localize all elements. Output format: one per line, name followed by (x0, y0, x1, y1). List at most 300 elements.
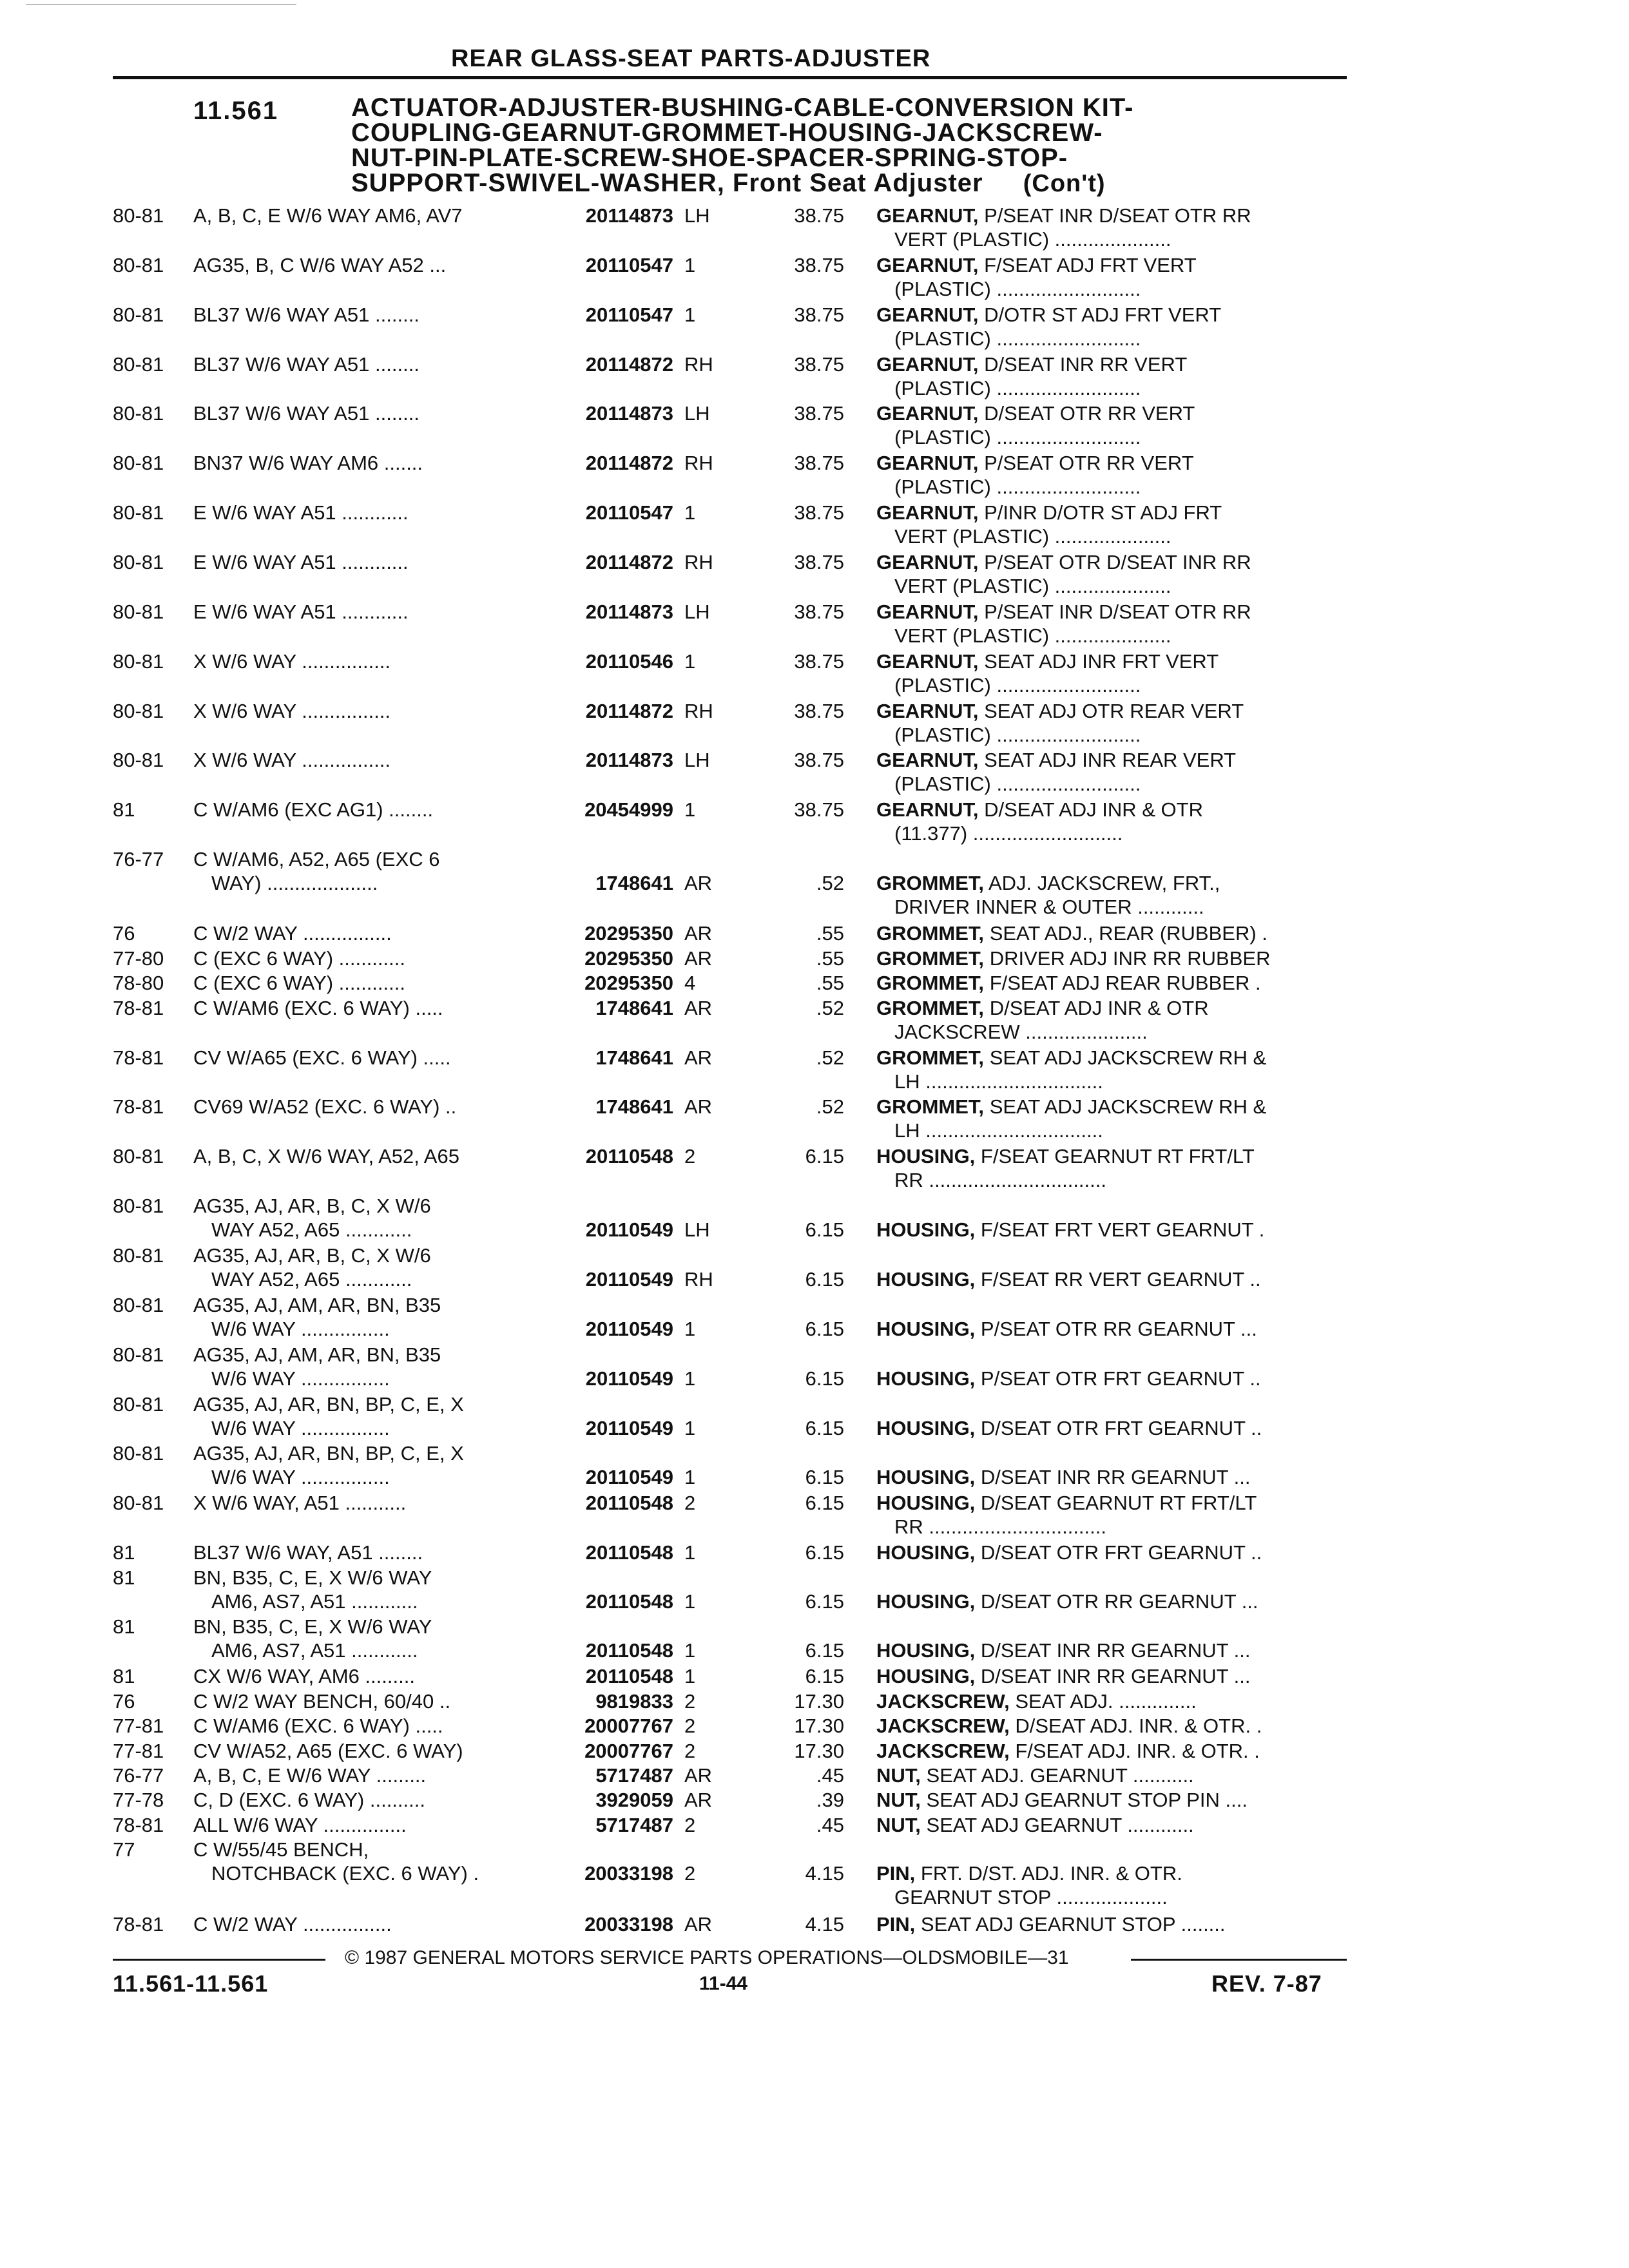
page-title: REAR GLASS-SEAT PARTS-ADJUSTER (451, 45, 931, 72)
model-years: 80-81 (113, 699, 164, 722)
price: 6.15 (805, 1367, 844, 1390)
description-line (876, 921, 1353, 945)
model-application (193, 204, 463, 227)
description-line (876, 1689, 1353, 1713)
price: .55 (816, 947, 844, 970)
model-application (193, 352, 419, 376)
model-application (193, 253, 446, 277)
model-application (193, 550, 409, 574)
part-name: GROMMET, (876, 947, 985, 970)
part-description (876, 303, 1353, 351)
price: 38.75 (794, 798, 844, 822)
quantity: RH (684, 551, 713, 573)
model-years: 77-81 (113, 1715, 164, 1738)
description-text: P/SEAT OTR D/SEAT INR RR (984, 551, 1251, 573)
quantity: LH (684, 1218, 710, 1242)
description-text: D/OTR ST ADJ FRT VERT (984, 303, 1222, 326)
description-line (876, 451, 1353, 475)
price: .45 (816, 1813, 844, 1836)
part-description (876, 947, 1353, 970)
description-line (876, 501, 1353, 524)
model-application (193, 971, 405, 995)
description-text: D/SEAT ADJ. INR. & OTR. . (1015, 1715, 1262, 1738)
description-line: (PLASTIC) .......................... (894, 426, 1141, 449)
part-description (876, 1639, 1353, 1662)
quantity: RH (684, 1268, 713, 1291)
model-years: 80-81 (113, 749, 164, 772)
footer-rule-left (113, 1959, 325, 1961)
description-text: F/SEAT FRT VERT GEARNUT . (980, 1218, 1265, 1242)
part-number: 20110547 (585, 501, 673, 524)
price: 38.75 (794, 749, 844, 772)
description-line: (PLASTIC) .......................... (894, 773, 1141, 796)
description-line: (PLASTIC) .......................... (894, 476, 1141, 499)
model-line: X W/6 WAY, A51 ........... (193, 1492, 407, 1515)
description-line (876, 1861, 1353, 1885)
quantity: LH (684, 749, 710, 772)
price: .52 (816, 1095, 844, 1119)
description-line (876, 1144, 1353, 1168)
part-description (876, 699, 1353, 747)
model-years: 80-81 (113, 551, 164, 573)
model-line: WAY A52, A65 ............ (211, 1268, 412, 1291)
model-application (193, 1763, 426, 1787)
part-number: 20033198 (584, 1862, 673, 1885)
part-description (876, 798, 1353, 845)
model-application (193, 1244, 431, 1291)
description-text: F/SEAT ADJ REAR RUBBER . (989, 972, 1261, 995)
description-text: D/SEAT ADJ INR & OTR (989, 996, 1209, 1019)
price: 38.75 (794, 452, 844, 475)
model-line: BN, B35, C, E, X W/6 WAY (193, 1566, 432, 1589)
description-text: D/SEAT INR RR GEARNUT ... (980, 1466, 1251, 1489)
description-line: VERT (PLASTIC) ..................... (894, 228, 1171, 251)
description-line (876, 1912, 1353, 1936)
model-line: AM6, AS7, A51 ............ (211, 1639, 418, 1662)
model-line: C W/AM6 (EXC AG1) ........ (193, 798, 434, 822)
part-name: PIN, (876, 1862, 916, 1885)
model-application (193, 501, 409, 524)
part-name: GEARNUT, (876, 352, 979, 376)
model-line: AG35, AJ, AR, B, C, X W/6 (193, 1244, 431, 1267)
description-line (876, 352, 1353, 376)
model-line: AG35, AJ, AR, B, C, X W/6 (193, 1195, 431, 1218)
description-text: SEAT ADJ INR REAR VERT (984, 749, 1237, 772)
part-description (876, 501, 1353, 548)
description-text: P/SEAT OTR RR VERT (984, 452, 1194, 475)
part-description (876, 971, 1353, 995)
quantity: AR (684, 1789, 713, 1812)
model-application (193, 1144, 459, 1168)
model-line: AG35, AJ, AM, AR, BN, B35 (193, 1293, 441, 1316)
model-years: 78-81 (113, 1813, 164, 1836)
model-application (193, 996, 443, 1020)
part-name: GROMMET, (876, 922, 985, 945)
quantity: AR (684, 1095, 713, 1119)
part-description (876, 748, 1353, 796)
model-line: AG35, AJ, AR, BN, BP, C, E, X (193, 1442, 464, 1465)
model-line: CV W/A52, A65 (EXC. 6 WAY) (193, 1739, 463, 1762)
part-name: GEARNUT, (876, 402, 979, 425)
part-number: 20110549 (585, 1416, 673, 1439)
description-line (876, 1267, 1353, 1291)
quantity: RH (684, 352, 713, 376)
part-number: 20110549 (585, 1367, 673, 1390)
model-years: 78-81 (113, 996, 164, 1019)
description-text: D/SEAT INR RR GEARNUT ... (980, 1665, 1251, 1688)
price: .55 (816, 972, 844, 995)
part-name: GROMMET, (876, 1095, 985, 1119)
part-description (876, 1689, 1353, 1713)
model-years: 80-81 (113, 1492, 164, 1515)
description-text: P/SEAT INR D/SEAT OTR RR (984, 204, 1251, 227)
part-number: 20454999 (584, 798, 673, 822)
part-name: HOUSING, (876, 1416, 976, 1439)
model-application (193, 1788, 425, 1812)
description-text: SEAT ADJ., REAR (RUBBER) . (989, 922, 1268, 945)
model-years: 80-81 (113, 1195, 164, 1218)
model-line: X W/6 WAY ................ (193, 649, 391, 673)
model-line: E W/6 WAY A51 ............ (193, 501, 409, 524)
model-application (193, 401, 419, 425)
quantity: 1 (684, 501, 696, 524)
description-line (876, 947, 1353, 970)
model-application (193, 1392, 464, 1440)
model-line: BN, B35, C, E, X W/6 WAY (193, 1615, 432, 1639)
quantity: AR (684, 1046, 713, 1069)
model-years: 80-81 (113, 649, 164, 673)
quantity: 1 (684, 1639, 696, 1662)
part-number: 20110547 (585, 303, 673, 326)
description-text: SEAT ADJ JACKSCREW RH & (989, 1095, 1267, 1119)
description-text: SEAT ADJ INR FRT VERT (984, 649, 1219, 673)
quantity: 2 (684, 1689, 696, 1713)
description-line: VERT (PLASTIC) ..................... (894, 624, 1171, 647)
quantity: AR (684, 1764, 713, 1787)
price: 6.15 (805, 1268, 844, 1291)
part-number: 20110549 (585, 1268, 673, 1291)
part-name: HOUSING, (876, 1492, 976, 1515)
part-name: GEARNUT, (876, 749, 979, 772)
part-number: 20110548 (585, 1492, 673, 1515)
model-years: 81 (113, 1566, 135, 1589)
model-years: 80-81 (113, 1244, 164, 1267)
model-application (193, 1541, 423, 1564)
part-description (876, 996, 1353, 1044)
part-number: 20114873 (585, 204, 673, 227)
model-application (193, 1441, 464, 1489)
model-line: X W/6 WAY ................ (193, 699, 391, 722)
part-description (876, 1739, 1353, 1763)
description-line (876, 1416, 1353, 1440)
description-text: D/SEAT ADJ INR & OTR (984, 798, 1203, 822)
model-line: BL37 W/6 WAY A51 ........ (193, 402, 419, 425)
footer-revision: REV. 7-87 (1211, 1970, 1322, 1997)
model-line: AM6, AS7, A51 ............ (211, 1590, 418, 1613)
part-description (876, 1095, 1353, 1142)
model-application (193, 1566, 432, 1613)
part-name: GEARNUT, (876, 699, 979, 722)
quantity: 2 (684, 1862, 696, 1885)
part-description (876, 1664, 1353, 1688)
part-description (876, 204, 1353, 251)
part-description (876, 921, 1353, 945)
price: .52 (816, 872, 844, 895)
model-years: 76 (113, 922, 135, 945)
description-line (876, 1590, 1353, 1613)
price: 38.75 (794, 699, 844, 722)
description-text: SEAT ADJ JACKSCREW RH & (989, 1046, 1267, 1069)
part-name: GEARNUT, (876, 253, 979, 276)
part-name: GEARNUT, (876, 551, 979, 573)
description-line (876, 798, 1353, 822)
model-years: 81 (113, 1541, 135, 1564)
model-line: W/6 WAY ................ (211, 1416, 390, 1439)
part-name: JACKSCREW, (876, 1689, 1010, 1713)
part-number: 20114873 (585, 402, 673, 425)
description-line (876, 1664, 1353, 1688)
description-line (876, 1491, 1353, 1515)
group-desc-line: NUT-PIN-PLATE-SCREW-SHOE-SPACER-SPRING-STOP- (351, 144, 1068, 172)
model-application (193, 1095, 456, 1119)
part-name: GEARNUT, (876, 204, 979, 227)
description-text: D/SEAT GEARNUT RT FRT/LT (980, 1492, 1257, 1515)
description-line (876, 550, 1353, 574)
description-line: LH ................................ (894, 1119, 1103, 1142)
model-application (193, 1739, 463, 1763)
price: .39 (816, 1789, 844, 1812)
part-description (876, 1813, 1353, 1837)
part-name: HOUSING, (876, 1665, 976, 1688)
model-application (193, 921, 392, 945)
description-text: F/SEAT ADJ. INR. & OTR. . (1015, 1739, 1260, 1762)
model-line: BL37 W/6 WAY, A51 ........ (193, 1541, 423, 1564)
group-desc-line: ACTUATOR-ADJUSTER-BUSHING-CABLE-CONVERSION KIT- (351, 93, 1134, 122)
part-number: 1748641 (595, 1095, 673, 1119)
part-name: HOUSING, (876, 1145, 976, 1168)
part-description (876, 1912, 1353, 1936)
model-line: X W/6 WAY ................ (193, 749, 391, 772)
model-application (193, 947, 405, 970)
description-line (876, 699, 1353, 723)
model-line: BL37 W/6 WAY A51 ........ (193, 303, 419, 326)
model-line: BN37 W/6 WAY AM6 ....... (193, 452, 423, 475)
description-line (876, 1465, 1353, 1489)
part-number: 5717487 (595, 1764, 673, 1787)
part-number: 20033198 (584, 1912, 673, 1936)
description-line: GEARNUT STOP .................... (894, 1886, 1168, 1909)
description-line: DRIVER INNER & OUTER ............ (894, 896, 1204, 919)
description-line: (PLASTIC) .......................... (894, 277, 1141, 300)
part-description (876, 1144, 1353, 1192)
quantity: LH (684, 600, 710, 623)
model-line: A, B, C, E W/6 WAY ......... (193, 1764, 427, 1787)
description-text: P/SEAT OTR RR GEARNUT ... (980, 1317, 1257, 1340)
part-description (876, 1218, 1353, 1242)
group-desc-continued: (Con't) (1023, 170, 1106, 197)
part-number: 20110549 (585, 1466, 673, 1489)
part-name: GROMMET, (876, 972, 985, 995)
footer-rule-right (1131, 1959, 1347, 1961)
model-line: E W/6 WAY A51 ............ (193, 551, 409, 573)
part-name: JACKSCREW, (876, 1715, 1010, 1738)
model-line: WAY A52, A65 ............ (211, 1218, 412, 1242)
quantity: 1 (684, 798, 696, 822)
price: .55 (816, 922, 844, 945)
model-line: W/6 WAY ................ (211, 1367, 390, 1390)
description-line (876, 303, 1353, 327)
description-line (876, 748, 1353, 772)
part-number: 20110548 (585, 1145, 673, 1168)
model-application (193, 1343, 441, 1390)
part-description (876, 871, 1353, 919)
description-text: P/INR D/OTR ST ADJ FRT (984, 501, 1222, 524)
model-application (193, 1615, 432, 1662)
description-text: FRT. D/ST. ADJ. INR. & OTR. (920, 1862, 1182, 1885)
part-description (876, 1541, 1353, 1564)
model-line: AG35, AJ, AR, BN, BP, C, E, X (193, 1392, 464, 1416)
description-line: RR ................................ (894, 1169, 1106, 1192)
part-description (876, 649, 1353, 697)
part-name: HOUSING, (876, 1367, 976, 1390)
model-application (193, 798, 433, 822)
description-line (876, 1218, 1353, 1242)
description-line (876, 971, 1353, 995)
quantity: 1 (684, 1317, 696, 1340)
part-name: GEARNUT, (876, 501, 979, 524)
part-description (876, 352, 1353, 400)
part-description (876, 1465, 1353, 1489)
description-line (876, 253, 1353, 277)
model-line: AG35, AJ, AM, AR, BN, B35 (193, 1343, 441, 1366)
price: 6.15 (805, 1590, 844, 1613)
part-description (876, 1367, 1353, 1390)
part-number: 1748641 (595, 996, 673, 1019)
model-line: BL37 W/6 WAY A51 ........ (193, 352, 419, 376)
description-text: SEAT ADJ GEARNUT STOP PIN .... (926, 1789, 1248, 1812)
model-line: C (EXC 6 WAY) ............ (193, 972, 405, 995)
model-application (193, 600, 409, 624)
part-number: 20295350 (584, 972, 673, 995)
model-years: 80-81 (113, 303, 164, 326)
description-line (876, 1541, 1353, 1564)
description-line: (PLASTIC) .......................... (894, 723, 1141, 746)
part-number: 20110548 (585, 1639, 673, 1662)
description-text: P/SEAT INR D/SEAT OTR RR (984, 600, 1251, 623)
model-application (193, 1912, 392, 1936)
footer-copyright: © 1987 GENERAL MOTORS SERVICE PARTS OPERATIONS—OLDSMOBILE—31 (345, 1947, 1069, 1968)
part-description (876, 1046, 1353, 1093)
part-name: HOUSING, (876, 1317, 976, 1340)
description-text: F/SEAT ADJ FRT VERT (984, 253, 1197, 276)
model-application (193, 1813, 407, 1837)
part-name: NUT, (876, 1764, 921, 1787)
description-line: VERT (PLASTIC) ..................... (894, 525, 1171, 548)
quantity: 1 (684, 649, 696, 673)
price: 6.15 (805, 1492, 844, 1515)
model-application (193, 1714, 443, 1738)
model-line: ALL W/6 WAY ............... (193, 1813, 407, 1836)
part-number: 20114873 (585, 600, 673, 623)
group-description (351, 95, 1318, 197)
part-number: 1748641 (595, 872, 673, 895)
model-years: 81 (113, 1665, 135, 1688)
model-years: 78-81 (113, 1046, 164, 1069)
description-line: LH ................................ (894, 1070, 1103, 1093)
model-line: CV69 W/A52 (EXC. 6 WAY) .. (193, 1095, 457, 1119)
model-line: W/6 WAY ................ (211, 1317, 390, 1340)
description-line (876, 871, 1353, 895)
model-line: E W/6 WAY A51 ............ (193, 600, 409, 623)
part-number: 20110548 (585, 1541, 673, 1564)
model-years: 77 (113, 1838, 135, 1861)
model-years: 80-81 (113, 1442, 164, 1465)
description-text: D/SEAT OTR RR VERT (984, 402, 1195, 425)
model-application (193, 1664, 415, 1688)
model-line: CV W/A65 (EXC. 6 WAY) ..... (193, 1046, 451, 1069)
model-line: C, D (EXC. 6 WAY) .......... (193, 1789, 425, 1812)
price: 38.75 (794, 204, 844, 227)
model-application (193, 847, 440, 895)
description-text: D/SEAT INR RR VERT (984, 352, 1188, 376)
price: .45 (816, 1764, 844, 1787)
footer-page-number: 11-44 (699, 1973, 748, 1994)
price: 6.15 (805, 1218, 844, 1242)
part-name: HOUSING, (876, 1466, 976, 1489)
description-text: SEAT ADJ. GEARNUT ........... (926, 1764, 1194, 1787)
part-number: 20110546 (585, 649, 673, 673)
part-number: 20114872 (585, 352, 673, 376)
model-application (193, 649, 390, 673)
part-description (876, 1763, 1353, 1787)
quantity: 1 (684, 253, 696, 276)
part-description (876, 550, 1353, 598)
part-description (876, 1267, 1353, 1291)
part-name: GEARNUT, (876, 600, 979, 623)
part-name: HOUSING, (876, 1268, 976, 1291)
scan-edge-line (26, 4, 296, 5)
model-line: C W/55/45 BENCH, (193, 1838, 369, 1861)
model-years: 78-81 (113, 1912, 164, 1936)
description-line (876, 1046, 1353, 1070)
quantity: 1 (684, 1466, 696, 1489)
description-line (876, 1639, 1353, 1662)
quantity: AR (684, 922, 713, 945)
model-line: C (EXC 6 WAY) ............ (193, 947, 405, 970)
quantity: 2 (684, 1145, 696, 1168)
part-number: 20114872 (585, 551, 673, 573)
price: 17.30 (794, 1715, 844, 1738)
model-line: C W/AM6, A52, A65 (EXC 6 (193, 848, 440, 871)
part-number: 20007767 (584, 1739, 673, 1762)
model-application (193, 1491, 406, 1515)
description-line: VERT (PLASTIC) ..................... (894, 575, 1171, 597)
part-number: 20114872 (585, 699, 673, 722)
price: 4.15 (805, 1862, 844, 1885)
model-application (193, 303, 419, 327)
quantity: 2 (684, 1739, 696, 1762)
model-years: 80-81 (113, 402, 164, 425)
model-application (193, 1293, 441, 1341)
model-years: 78-80 (113, 972, 164, 995)
part-number: 20110548 (585, 1590, 673, 1613)
part-name: GEARNUT, (876, 303, 979, 326)
part-description (876, 1317, 1353, 1341)
part-name: GEARNUT, (876, 798, 979, 822)
part-description (876, 600, 1353, 648)
part-name: HOUSING, (876, 1590, 976, 1613)
price: 17.30 (794, 1689, 844, 1713)
